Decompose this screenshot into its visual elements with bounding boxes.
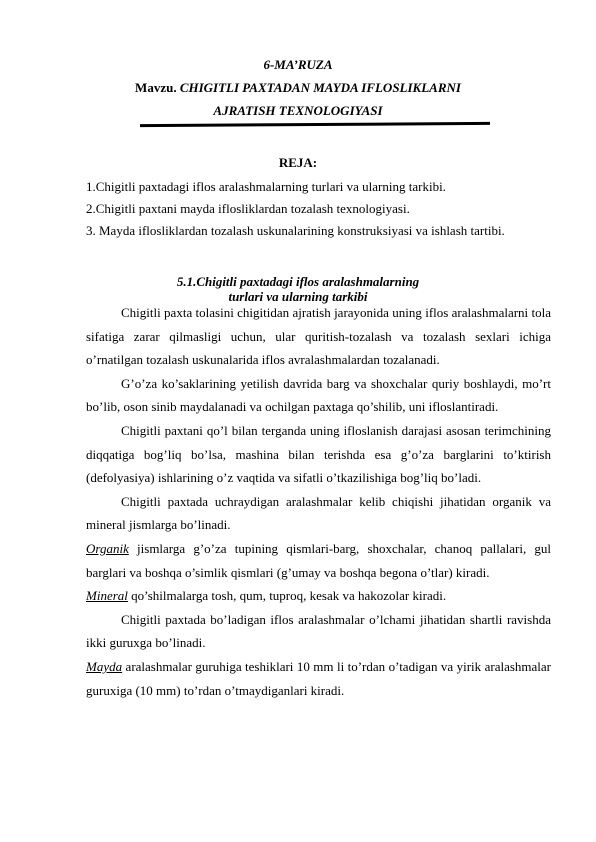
section-title: [0, 274, 596, 304]
plan-heading: REJA:: [278, 155, 318, 170]
term-mineral: Mineral: [86, 588, 128, 604]
section-title-line-1: 5.1.Chigitli paxtadagi iflos aralashmalarning: [176, 274, 420, 289]
title-divider: [140, 122, 490, 127]
paragraph-7: Chigitli paxtada bo’ladigan iflos aralashmalar o’lchami jihatidan shartli ravishda ikki guruxga bo’linadi.: [86, 611, 551, 651]
body-text: [86, 301, 551, 702]
plan-item-2: 2.Chigitli paxtani mayda iflosliklardan tozalash texnologiyasi.: [86, 201, 410, 216]
paragraph-1: Chigitli paxta tolasini chigitidan ajratish jarayonida uning iflos aralashmalarni tola sifatiga zarar qilmasligi uchun, ular quritish-tozalash va tozalash sexlari ichiga o’rnatilgan tozalash uskunalarida iflos avralashmalardan tozalanadi.: [86, 305, 551, 368]
plan-item-1: 1.Chigitli paxtadagi iflos aralashmalarning turlari va ularning tarkibi.: [86, 179, 446, 194]
plan-item-3: 3. Mayda iflosliklardan tozalash uskunalarining konstruksiyasi va ishlash tartibi.: [86, 223, 505, 238]
topic-title-2: AJRATISH TEXNOLOGIYASI: [213, 103, 383, 118]
paragraph-6-text: qo’shilmalarga tosh, qum, tuproq, kesak va hakozolar kiradi.: [127, 588, 447, 604]
topic-line-1: [0, 80, 596, 96]
section-title-line-2: turlari va ularning tarkibi: [228, 289, 368, 304]
paragraph-4: Chigitli paxtada uchraydigan aralashmalar kelib chiqishi jihatidan organik va mineral jismlarga bo’linadi.: [86, 493, 551, 533]
paragraph-2: G’o’za ko’saklarining yetilish davrida barg va shoxchalar quriy boshlaydi, mo’rt bo’lib, oson sinib maydalanadi va ochilgan paxtaga qo’shilib, uni ifloslantiradi.: [86, 375, 551, 415]
paragraph-6: [86, 584, 551, 608]
topic-title-1: CHIGITLI PAXTADAN MAYDA IFLOSLIKLARNI: [179, 80, 461, 95]
paragraph-3: Chigitli paxtani qo’l bilan terganda uning ifloslanish darajasi asosan terimchining diqqatiga bog’liq bo’lsa, mashina bilan terishda esa g’o’za barglarini to’ktirish (defolyasiya) ishlarining o’z vaqtida va sifatli o’tkazilishiga bog’liq bo’ladi.: [86, 422, 551, 486]
term-mayda: Mayda: [86, 658, 123, 674]
paragraph-5-text: jismlarga g’o’za tupining qismlari-barg, shoxchalar, chanoq pallalari, gul barglari va boshqa o’simlik qismlari (g’umay va boshqa begona o’tlar) kiradi.: [86, 540, 551, 580]
term-organik: Organik: [86, 540, 129, 556]
paragraph-5: [86, 537, 551, 584]
paragraph-8: [86, 655, 551, 702]
paragraph-8-text: aralashmalar guruhiga teshiklari 10 mm li to’rdan o’tadigan va yirik aralashmalar guruxiga (10 mm) to’rdan o’tmaydiganlari kiradi.: [86, 658, 551, 698]
lecture-number: 6-MA’RUZA: [263, 57, 333, 72]
topic-prefix: Mavzu.: [135, 80, 177, 95]
